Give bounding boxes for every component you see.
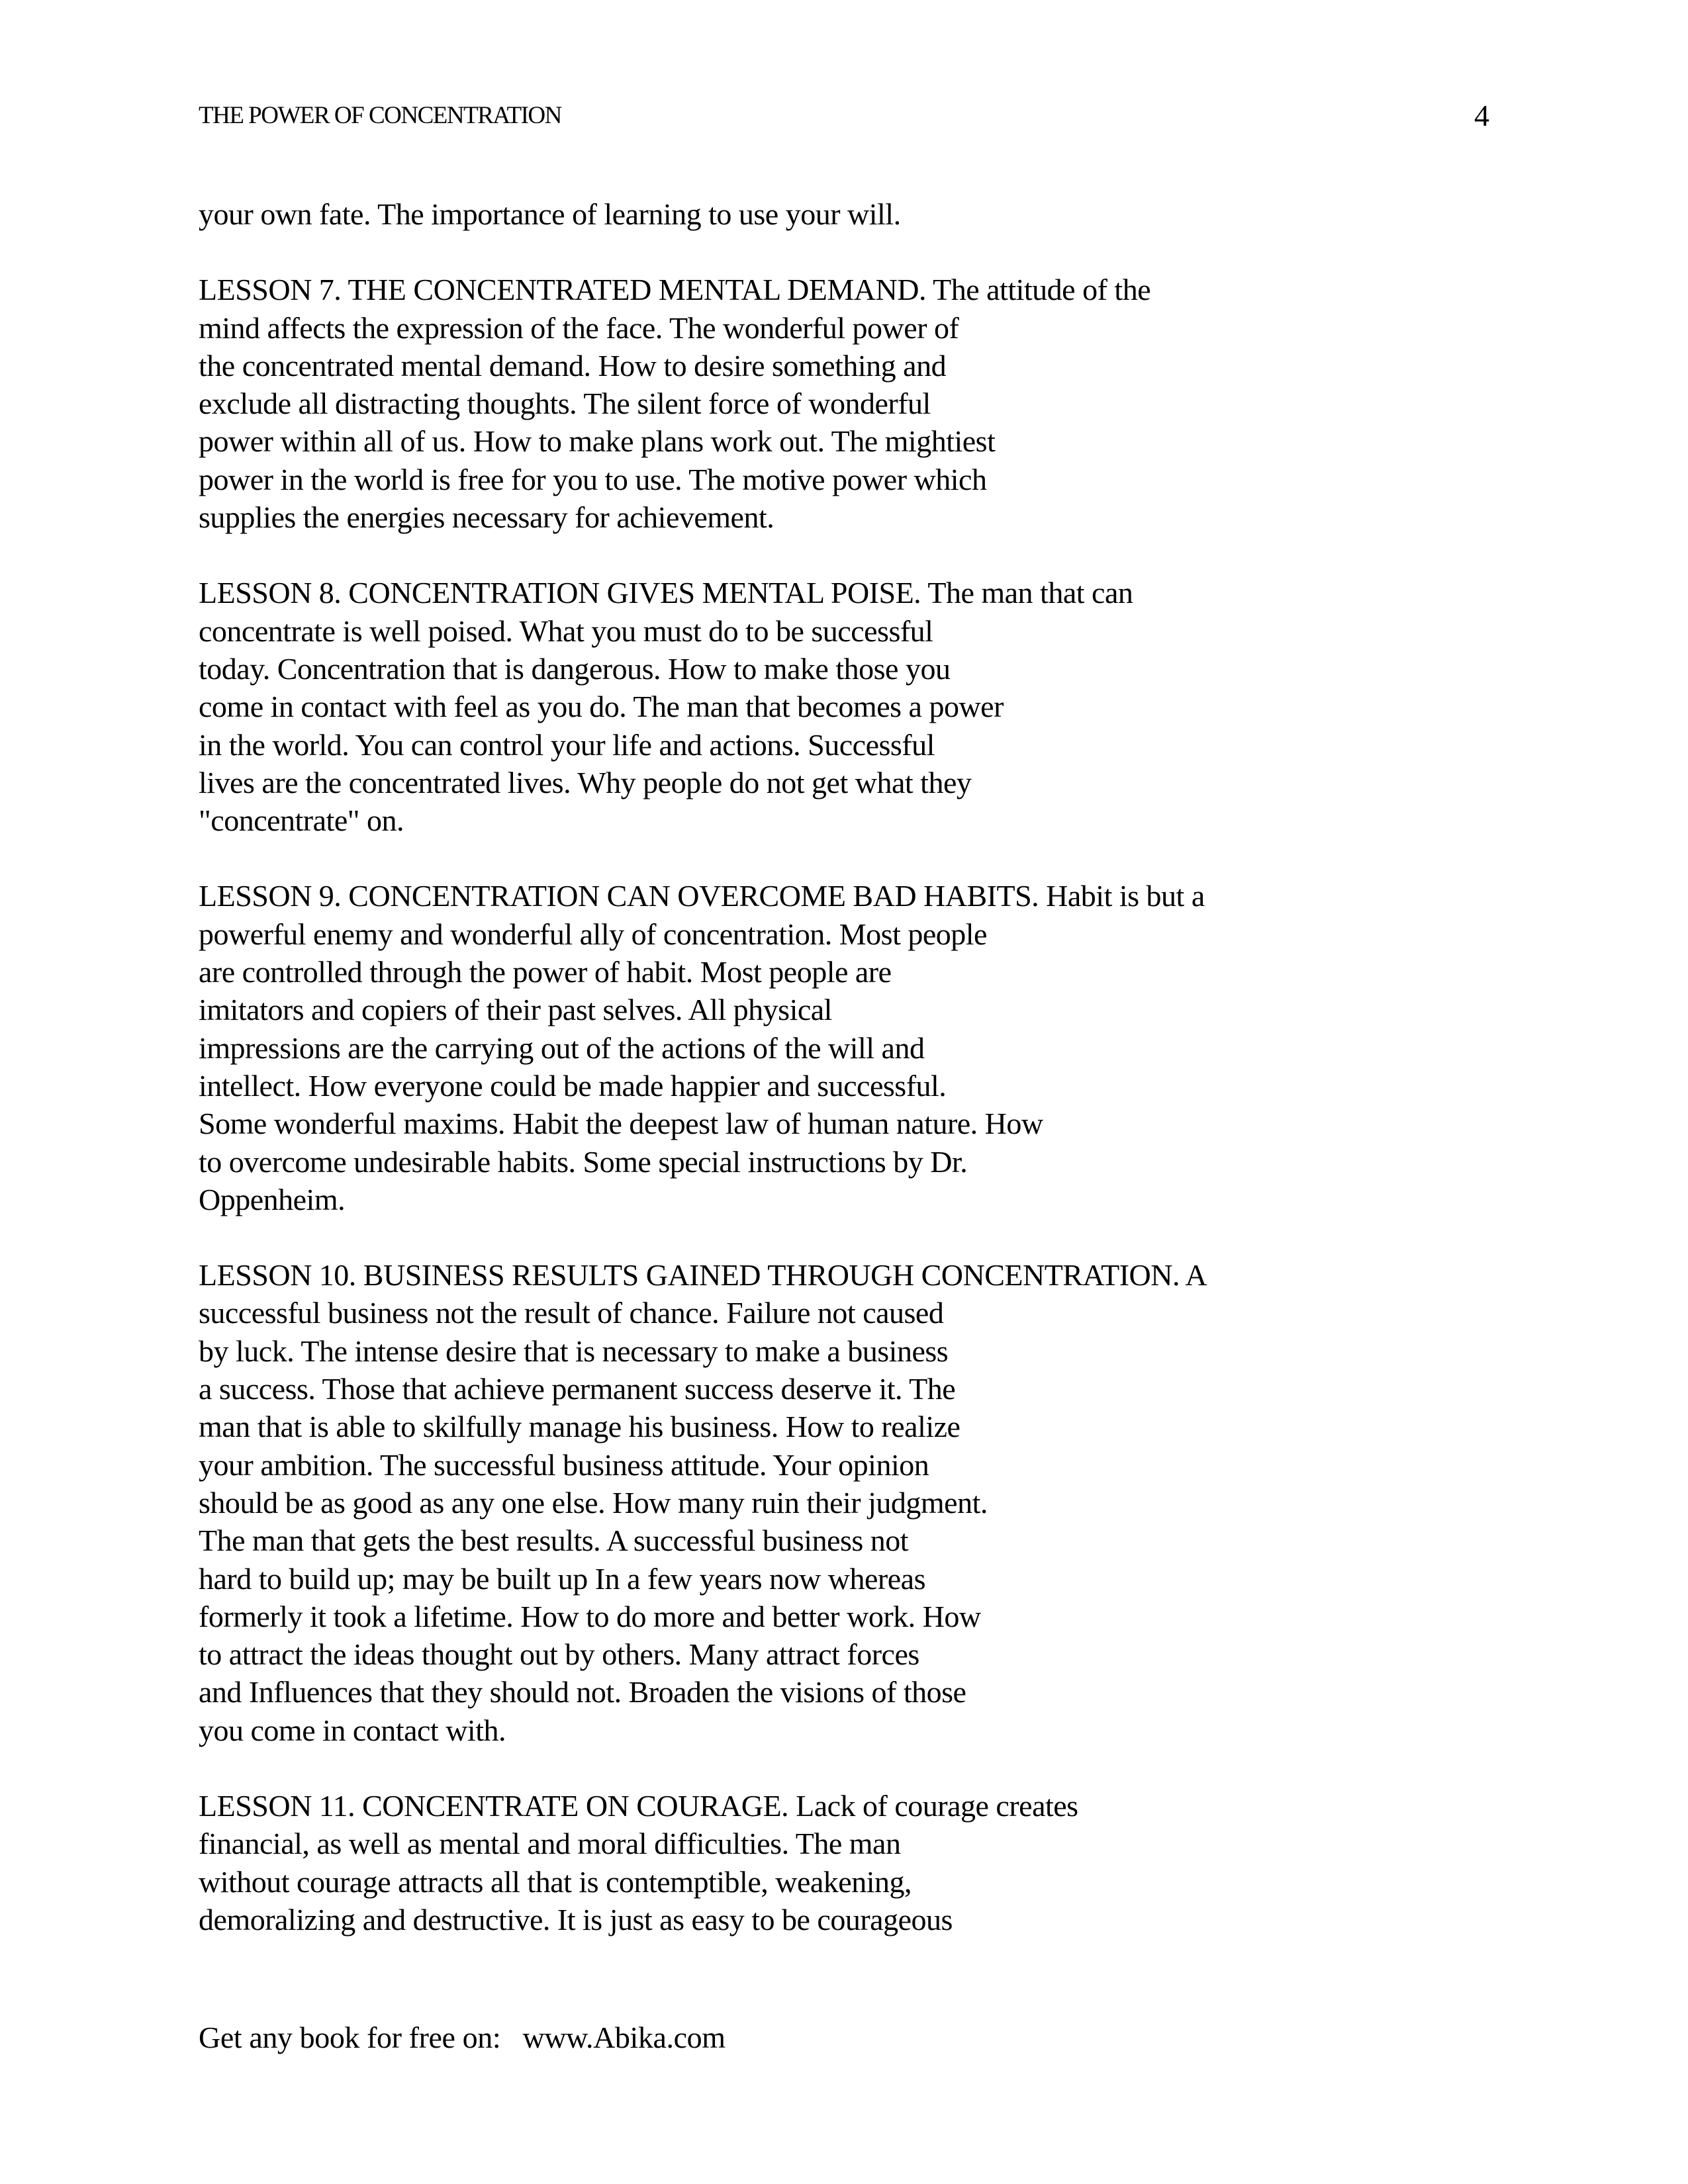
text-line: mind affects the expression of the face. The wonderful power of xyxy=(199,310,959,345)
text-line: Some wonderful maxims. Habit the deepest law of human nature. How xyxy=(199,1107,1043,1141)
text-line: and Influences that they should not. Broaden the visions of those xyxy=(199,1675,966,1709)
text-line: LESSON 10. BUSINESS RESULTS GAINED THROUGH CONCENTRATION. A xyxy=(199,1258,1207,1293)
paragraph-lesson-11 xyxy=(199,1787,1470,1938)
text-line: are controlled through the power of habit. Most people are xyxy=(199,955,892,989)
page-header xyxy=(199,99,1489,139)
paragraph-lesson-7 xyxy=(199,271,1470,536)
text-line: hard to build up; may be built up In a few years now whereas xyxy=(199,1561,925,1596)
text-line: should be as good as any one else. How many ruin their judgment. xyxy=(199,1485,988,1520)
text-line: The man that gets the best results. A successful business not xyxy=(199,1524,909,1558)
text-line: today. Concentration that is dangerous. How to make those you xyxy=(199,651,951,686)
text-line: to overcome undesirable habits. Some special instructions by Dr. xyxy=(199,1144,968,1179)
text-line: "concentrate" on. xyxy=(199,803,404,838)
paragraph-lesson-8 xyxy=(199,574,1470,839)
text-line: demoralizing and destructive. It is just as easy to be courageous xyxy=(199,1902,953,1936)
body-text xyxy=(199,195,1470,1976)
paragraph-continuation xyxy=(199,195,1470,233)
text-line: man that is able to skilfully manage his business. How to realize xyxy=(199,1410,961,1444)
text-line: LESSON 7. THE CONCENTRATED MENTAL DEMAND. The attitude of the xyxy=(199,273,1151,307)
text-line: powerful enemy and wonderful ally of concentration. Most people xyxy=(199,917,987,951)
text-line: concentrate is well poised. What you must do to be successful xyxy=(199,614,933,648)
text-line: LESSON 8. CONCENTRATION GIVES MENTAL POISE. The man that can xyxy=(199,576,1133,610)
text-line: your own fate. The importance of learning to use your will. xyxy=(199,197,901,231)
text-line: successful business not the result of chance. Failure not caused xyxy=(199,1296,944,1330)
text-line: financial, as well as mental and moral difficulties. The man xyxy=(199,1827,901,1861)
text-line: Oppenheim. xyxy=(199,1182,346,1216)
text-line: in the world. You can control your life and actions. Successful xyxy=(199,727,935,762)
text-line: exclude all distracting thoughts. The silent force of wonderful xyxy=(199,387,931,421)
text-line: supplies the energies necessary for achievement. xyxy=(199,500,774,535)
text-line: by luck. The intense desire that is necessary to make a business xyxy=(199,1334,949,1368)
text-line: lives are the concentrated lives. Why people do not get what they xyxy=(199,765,972,799)
text-line: your ambition. The successful business attitude. Your opinion xyxy=(199,1447,929,1482)
text-line: impressions are the carrying out of the actions of the will and xyxy=(199,1030,925,1065)
text-line: come in contact with feel as you do. The man that becomes a power xyxy=(199,690,1004,724)
text-line: imitators and copiers of their past selves. All physical xyxy=(199,993,832,1027)
text-line: without courage attracts all that is contemptible, weakening, xyxy=(199,1864,912,1899)
text-line: LESSON 9. CONCENTRATION CAN OVERCOME BAD HABITS. Habit is but a xyxy=(199,879,1205,913)
page-number: 4 xyxy=(1474,99,1489,132)
text-line: the concentrated mental demand. How to desire something and xyxy=(199,348,947,383)
text-line: formerly it took a lifetime. How to do more and better work. How xyxy=(199,1599,981,1633)
paragraph-lesson-9 xyxy=(199,877,1470,1218)
paragraph-lesson-10 xyxy=(199,1256,1470,1749)
text-line: to attract the ideas thought out by others. Many attract forces xyxy=(199,1637,919,1672)
running-header-title: THE POWER OF CONCENTRATION xyxy=(199,102,561,129)
text-line: you come in contact with. xyxy=(199,1713,506,1747)
text-line: LESSON 11. CONCENTRATE ON COURAGE. Lack of courage creates xyxy=(199,1788,1078,1823)
text-line: power within all of us. How to make plans work out. The mightiest xyxy=(199,424,996,459)
text-line: a success. Those that achieve permanent success deserve it. The xyxy=(199,1372,956,1406)
text-line: intellect. How everyone could be made happier and successful. xyxy=(199,1068,947,1103)
text-line: power in the world is free for you to use. The motive power which xyxy=(199,462,987,496)
page-footer: Get any book for free on: www.Abika.com xyxy=(199,2021,726,2054)
